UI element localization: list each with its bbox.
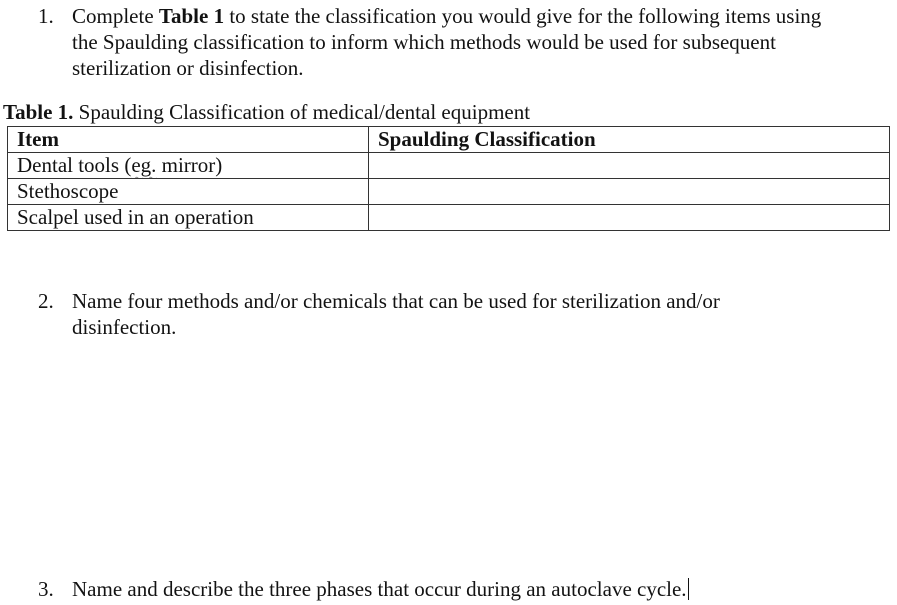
question-1: [38, 3, 821, 81]
question-1-line1-bold: Table 1: [158, 4, 225, 28]
item-text-post: mirror): [156, 153, 223, 177]
table-row-dental-tools: [8, 153, 890, 179]
question-3-text: [72, 576, 689, 602]
item-text-pre: Dental tools (: [17, 153, 132, 177]
table-caption-text: Spaulding Classification of medical/dental equipment: [73, 100, 531, 124]
cell-classification-stethoscope[interactable]: [369, 179, 890, 205]
table-row-stethoscope: [8, 179, 890, 205]
cell-item-scalpel: Scalpel used in an operation: [8, 205, 369, 231]
table-caption-label: Table 1.: [3, 100, 74, 124]
cell-classification-dental-tools[interactable]: [369, 153, 890, 179]
table-row-scalpel: [8, 205, 890, 231]
question-2-number: 2.: [38, 289, 54, 313]
question-1-line-1: [72, 3, 821, 29]
question-1-line1-post: to state the classification you would give for the following items using: [224, 4, 822, 28]
table-header-row: [8, 127, 890, 153]
question-2-line-2: disinfection.: [72, 315, 177, 339]
question-2-text: [72, 288, 720, 340]
question-1-line-2: the Spaulding classification to inform which methods would be used for subsequent: [72, 30, 776, 54]
spaulding-table: [7, 126, 890, 231]
header-item: Item: [8, 127, 369, 153]
question-2: [38, 288, 720, 340]
cell-item-stethoscope: Stethoscope: [8, 179, 369, 205]
question-1-line1-pre: Complete: [72, 4, 159, 28]
question-3: [38, 576, 689, 602]
question-3-line-1: [72, 576, 689, 602]
cell-classification-scalpel[interactable]: [369, 205, 890, 231]
question-1-line-3: sterilization or disinfection.: [72, 56, 304, 80]
table-caption: [3, 99, 530, 125]
question-1-text: [72, 3, 821, 81]
question-2-line-1: Name four methods and/or chemicals that can be used for sterilization and/or: [72, 289, 720, 313]
question-3-sentence: Name and describe the three phases that occur during an autoclave cycle.: [72, 577, 687, 601]
question-3-number: 3.: [38, 577, 54, 601]
misspelled-word: eg.: [131, 153, 157, 177]
header-spaulding-classification: Spaulding Classification: [369, 127, 890, 153]
cell-item-dental-tools: [8, 153, 369, 179]
question-1-number: 1.: [38, 4, 54, 28]
text-cursor: [688, 578, 690, 600]
